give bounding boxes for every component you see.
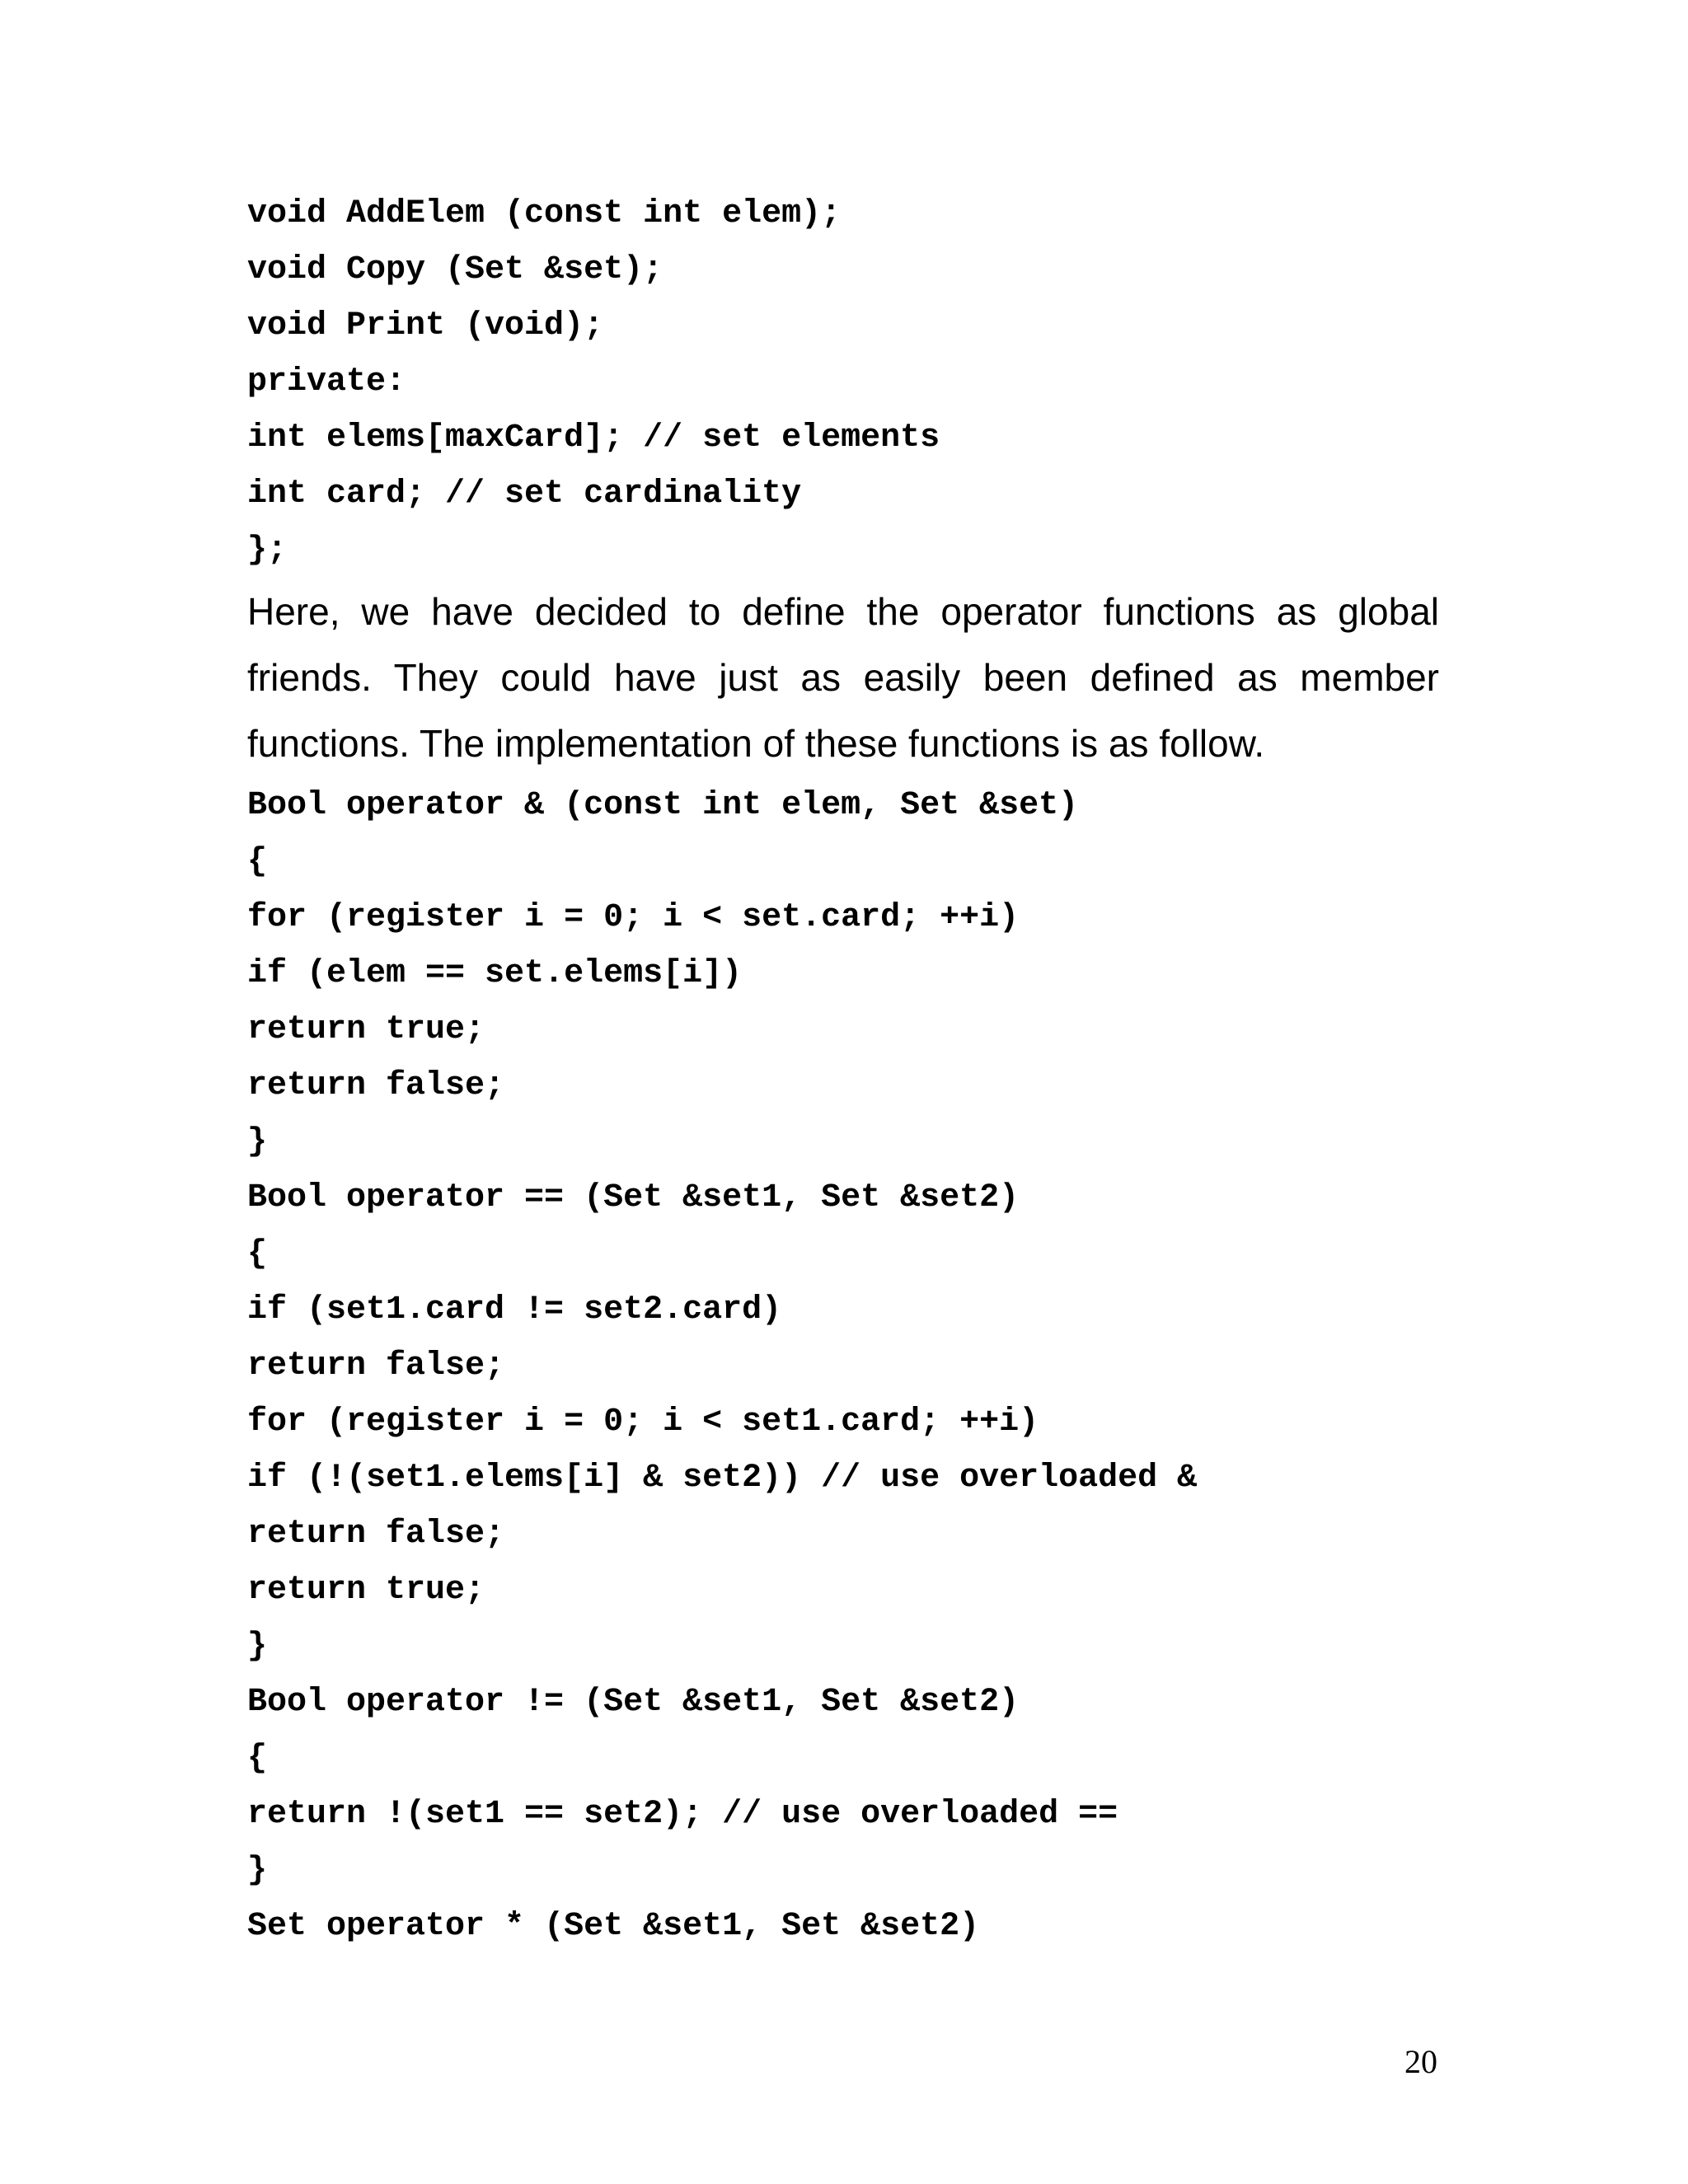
code-line: } bbox=[247, 1852, 268, 1889]
code-line: for (register i = 0; i < set.card; ++i) bbox=[247, 899, 1020, 936]
body-paragraph: Here, we have decided to define the operator functions as global friends. They could have just as easily been defined as member functions. The implementation of these functions is as follow. bbox=[247, 590, 1439, 765]
code-line: } bbox=[247, 1628, 268, 1665]
code-line: void Copy (Set &set); bbox=[247, 251, 663, 288]
page-number: 20 bbox=[1404, 2043, 1437, 2080]
code-line: Set operator * (Set &set1, Set &set2) bbox=[247, 1908, 980, 1945]
code-line: if (set1.card != set2.card) bbox=[247, 1291, 782, 1329]
code-line: Bool operator != (Set &set1, Set &set2) bbox=[247, 1684, 1020, 1721]
code-line: Bool operator & (const int elem, Set &set) bbox=[247, 787, 1079, 824]
code-line: } bbox=[247, 1123, 268, 1160]
code-line: void Print (void); bbox=[247, 307, 604, 344]
code-line: int elems[maxCard]; // set elements bbox=[247, 419, 940, 457]
code-line: for (register i = 0; i < set1.card; ++i) bbox=[247, 1404, 1039, 1441]
code-block-operator-implementations bbox=[247, 778, 1451, 1955]
code-line: return true; bbox=[247, 1011, 485, 1048]
code-line: { bbox=[247, 1235, 268, 1272]
code-line: return !(set1 == set2); // use overloaded == bbox=[247, 1796, 1118, 1833]
code-line: private: bbox=[247, 363, 406, 401]
code-line: if (elem == set.elems[i]) bbox=[247, 955, 743, 992]
code-line: }; bbox=[247, 532, 288, 569]
code-line: return false; bbox=[247, 1347, 505, 1385]
code-line: int card; // set cardinality bbox=[247, 476, 802, 513]
code-line: return false; bbox=[247, 1516, 505, 1553]
code-block-class-declaration bbox=[247, 186, 1451, 579]
code-line: void AddElem (const int elem); bbox=[247, 195, 842, 232]
code-line: return true; bbox=[247, 1572, 485, 1609]
code-line: return false; bbox=[247, 1067, 505, 1104]
code-line: Bool operator == (Set &set1, Set &set2) bbox=[247, 1179, 1020, 1216]
code-line: { bbox=[247, 843, 268, 880]
code-line: { bbox=[247, 1740, 268, 1777]
code-line: if (!(set1.elems[i] & set2)) // use overloaded & bbox=[247, 1460, 1198, 1497]
